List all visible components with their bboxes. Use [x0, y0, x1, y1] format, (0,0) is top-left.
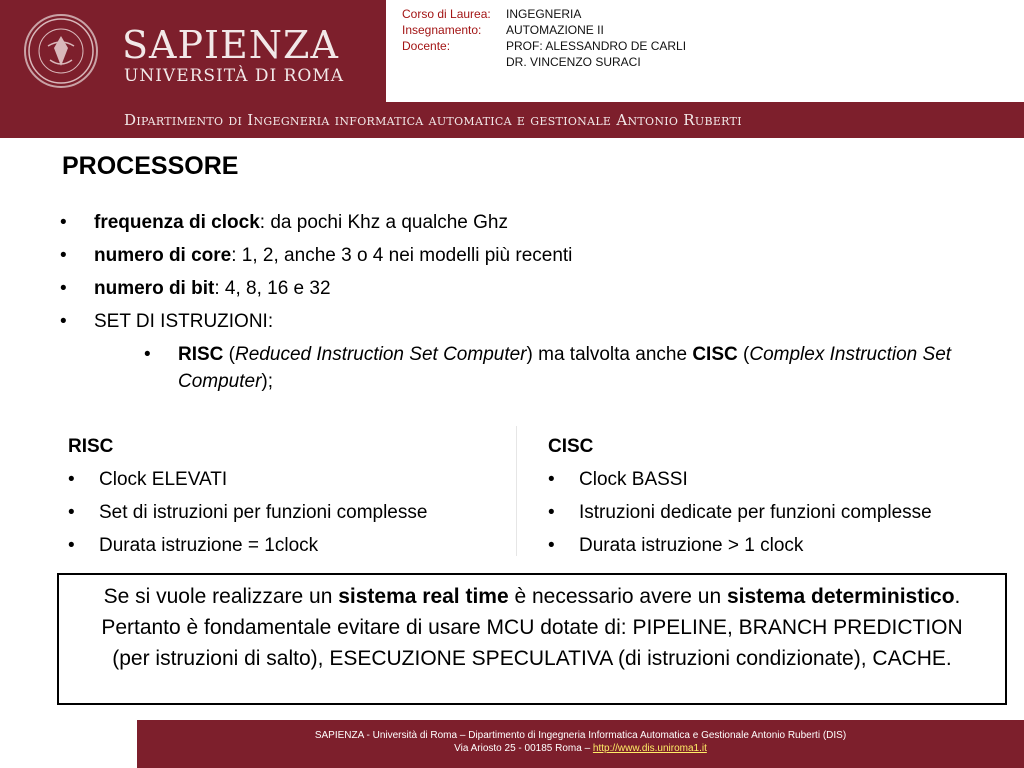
footer-address-line: SAPIENZA - Università di Roma – Dipartimento di Ingegneria Informatica Automatica e Gestionale Antonio Ruberti (DIS)	[314, 730, 847, 741]
list-item-text: Istruzioni dedicate per funzioni complesse	[579, 502, 932, 523]
bullet-icon: •	[60, 245, 67, 266]
list-item	[60, 272, 980, 305]
lecturer-row	[402, 38, 686, 54]
list-item-text: Durata istruzione = 1clock	[99, 535, 319, 556]
subject-label: Insegnamento:	[402, 23, 482, 37]
bullet-text: : da pochi Khz a qualche Ghz	[259, 212, 508, 233]
bullet-icon: •	[548, 535, 555, 556]
list-item-text: Clock ELEVATI	[99, 469, 228, 490]
course-label: Corso di Laurea:	[402, 7, 491, 21]
university-subtitle: UNIVERSITÀ DI ROMA	[124, 66, 345, 86]
lecturer-value-2: DR. VINCENZO SURACI	[506, 55, 641, 69]
real-time-note-box	[57, 573, 1007, 705]
lecturer-value: PROF: ALESSANDRO DE CARLI	[506, 39, 687, 53]
bullet-icon: •	[60, 278, 67, 299]
university-seal-icon	[24, 14, 98, 88]
list-item-text: Clock BASSI	[579, 469, 688, 490]
cisc-term: CISC	[692, 344, 738, 365]
list-item	[60, 206, 980, 239]
column-divider	[516, 426, 517, 556]
bullet-icon: •	[548, 469, 555, 490]
subject-row	[402, 22, 686, 38]
lecturer-label-empty	[402, 54, 506, 70]
bullet-icon: •	[68, 469, 75, 490]
list-item	[60, 305, 980, 338]
course-info	[402, 6, 686, 70]
cisc-full: Complex Instruction Set Computer	[178, 344, 952, 392]
main-bullet-list	[60, 206, 980, 395]
footer-contact-line	[137, 742, 1024, 755]
footer-street: Via Ariosto 25 - 00185 Roma –	[454, 743, 593, 754]
bullet-text: : 1, 2, anche 3 o 4 nei modelli più recenti	[231, 245, 573, 266]
list-item	[60, 239, 980, 272]
bullet-icon: •	[60, 212, 67, 233]
bullet-term: numero di core	[94, 245, 232, 266]
bullet-term: numero di bit	[94, 278, 215, 299]
cisc-column-title: CISC	[548, 436, 594, 457]
risc-term: RISC	[178, 344, 224, 365]
bullet-icon: •	[68, 502, 75, 523]
bullet-text: SET DI ISTRUZIONI:	[94, 311, 274, 332]
university-logo-block	[0, 0, 386, 102]
list-item	[548, 496, 932, 529]
note-text: . Pertanto è fondamentale evitare di usare MCU dotate di: PIPELINE, BRANCH PREDICTION (per istruzioni di salto), ESECUZIONE SPECULATIVA (di istruzioni condizionate), CACHE.	[101, 585, 963, 670]
bullet-term: frequenza di clock	[94, 212, 260, 233]
bullet-icon: •	[548, 502, 555, 523]
note-text: Se si vuole realizzare un	[103, 585, 339, 608]
subject-value: AUTOMAZIONE II	[506, 23, 604, 37]
list-item	[548, 529, 932, 562]
course-value: INGEGNERIA	[506, 7, 582, 21]
slide-title: PROCESSORE	[62, 152, 239, 180]
note-emphasis: sistema deterministico	[726, 585, 955, 608]
list-item-text: Durata istruzione > 1 clock	[579, 535, 804, 556]
paren-text: (	[223, 344, 236, 365]
list-item	[68, 496, 427, 529]
footer	[137, 729, 1024, 755]
list-item	[68, 529, 427, 562]
risc-column-title: RISC	[68, 436, 114, 457]
bullet-text: : 4, 8, 16 e 32	[214, 278, 331, 299]
department-band	[0, 102, 1024, 138]
paren-text: );	[261, 371, 274, 392]
risc-full: Reduced Instruction Set Computer	[235, 344, 527, 365]
bullet-icon: •	[60, 311, 67, 332]
paren-text: (	[737, 344, 750, 365]
note-emphasis: sistema real time	[338, 585, 509, 608]
department-name: Dipartimento di Ingegneria informatica automatica e gestionale Antonio Ruberti	[124, 111, 742, 129]
list-item	[548, 463, 932, 496]
note-text: è necessario avere un	[508, 585, 727, 608]
sub-list-item	[144, 341, 980, 395]
lecturer-label: Docente:	[402, 39, 451, 53]
bullet-icon: •	[144, 344, 151, 365]
department-website-link[interactable]: http://www.dis.uniroma1.it	[592, 743, 707, 754]
risc-column	[68, 430, 427, 562]
cisc-column	[548, 430, 932, 562]
list-item	[68, 463, 427, 496]
lecturer-row-2	[402, 54, 686, 70]
connector-text: ) ma talvolta anche	[526, 344, 693, 365]
list-item-text: Set di istruzioni per funzioni complesse	[99, 502, 428, 523]
bullet-icon: •	[68, 535, 75, 556]
university-name: SAPIENZA	[122, 23, 339, 67]
course-row	[402, 6, 686, 22]
